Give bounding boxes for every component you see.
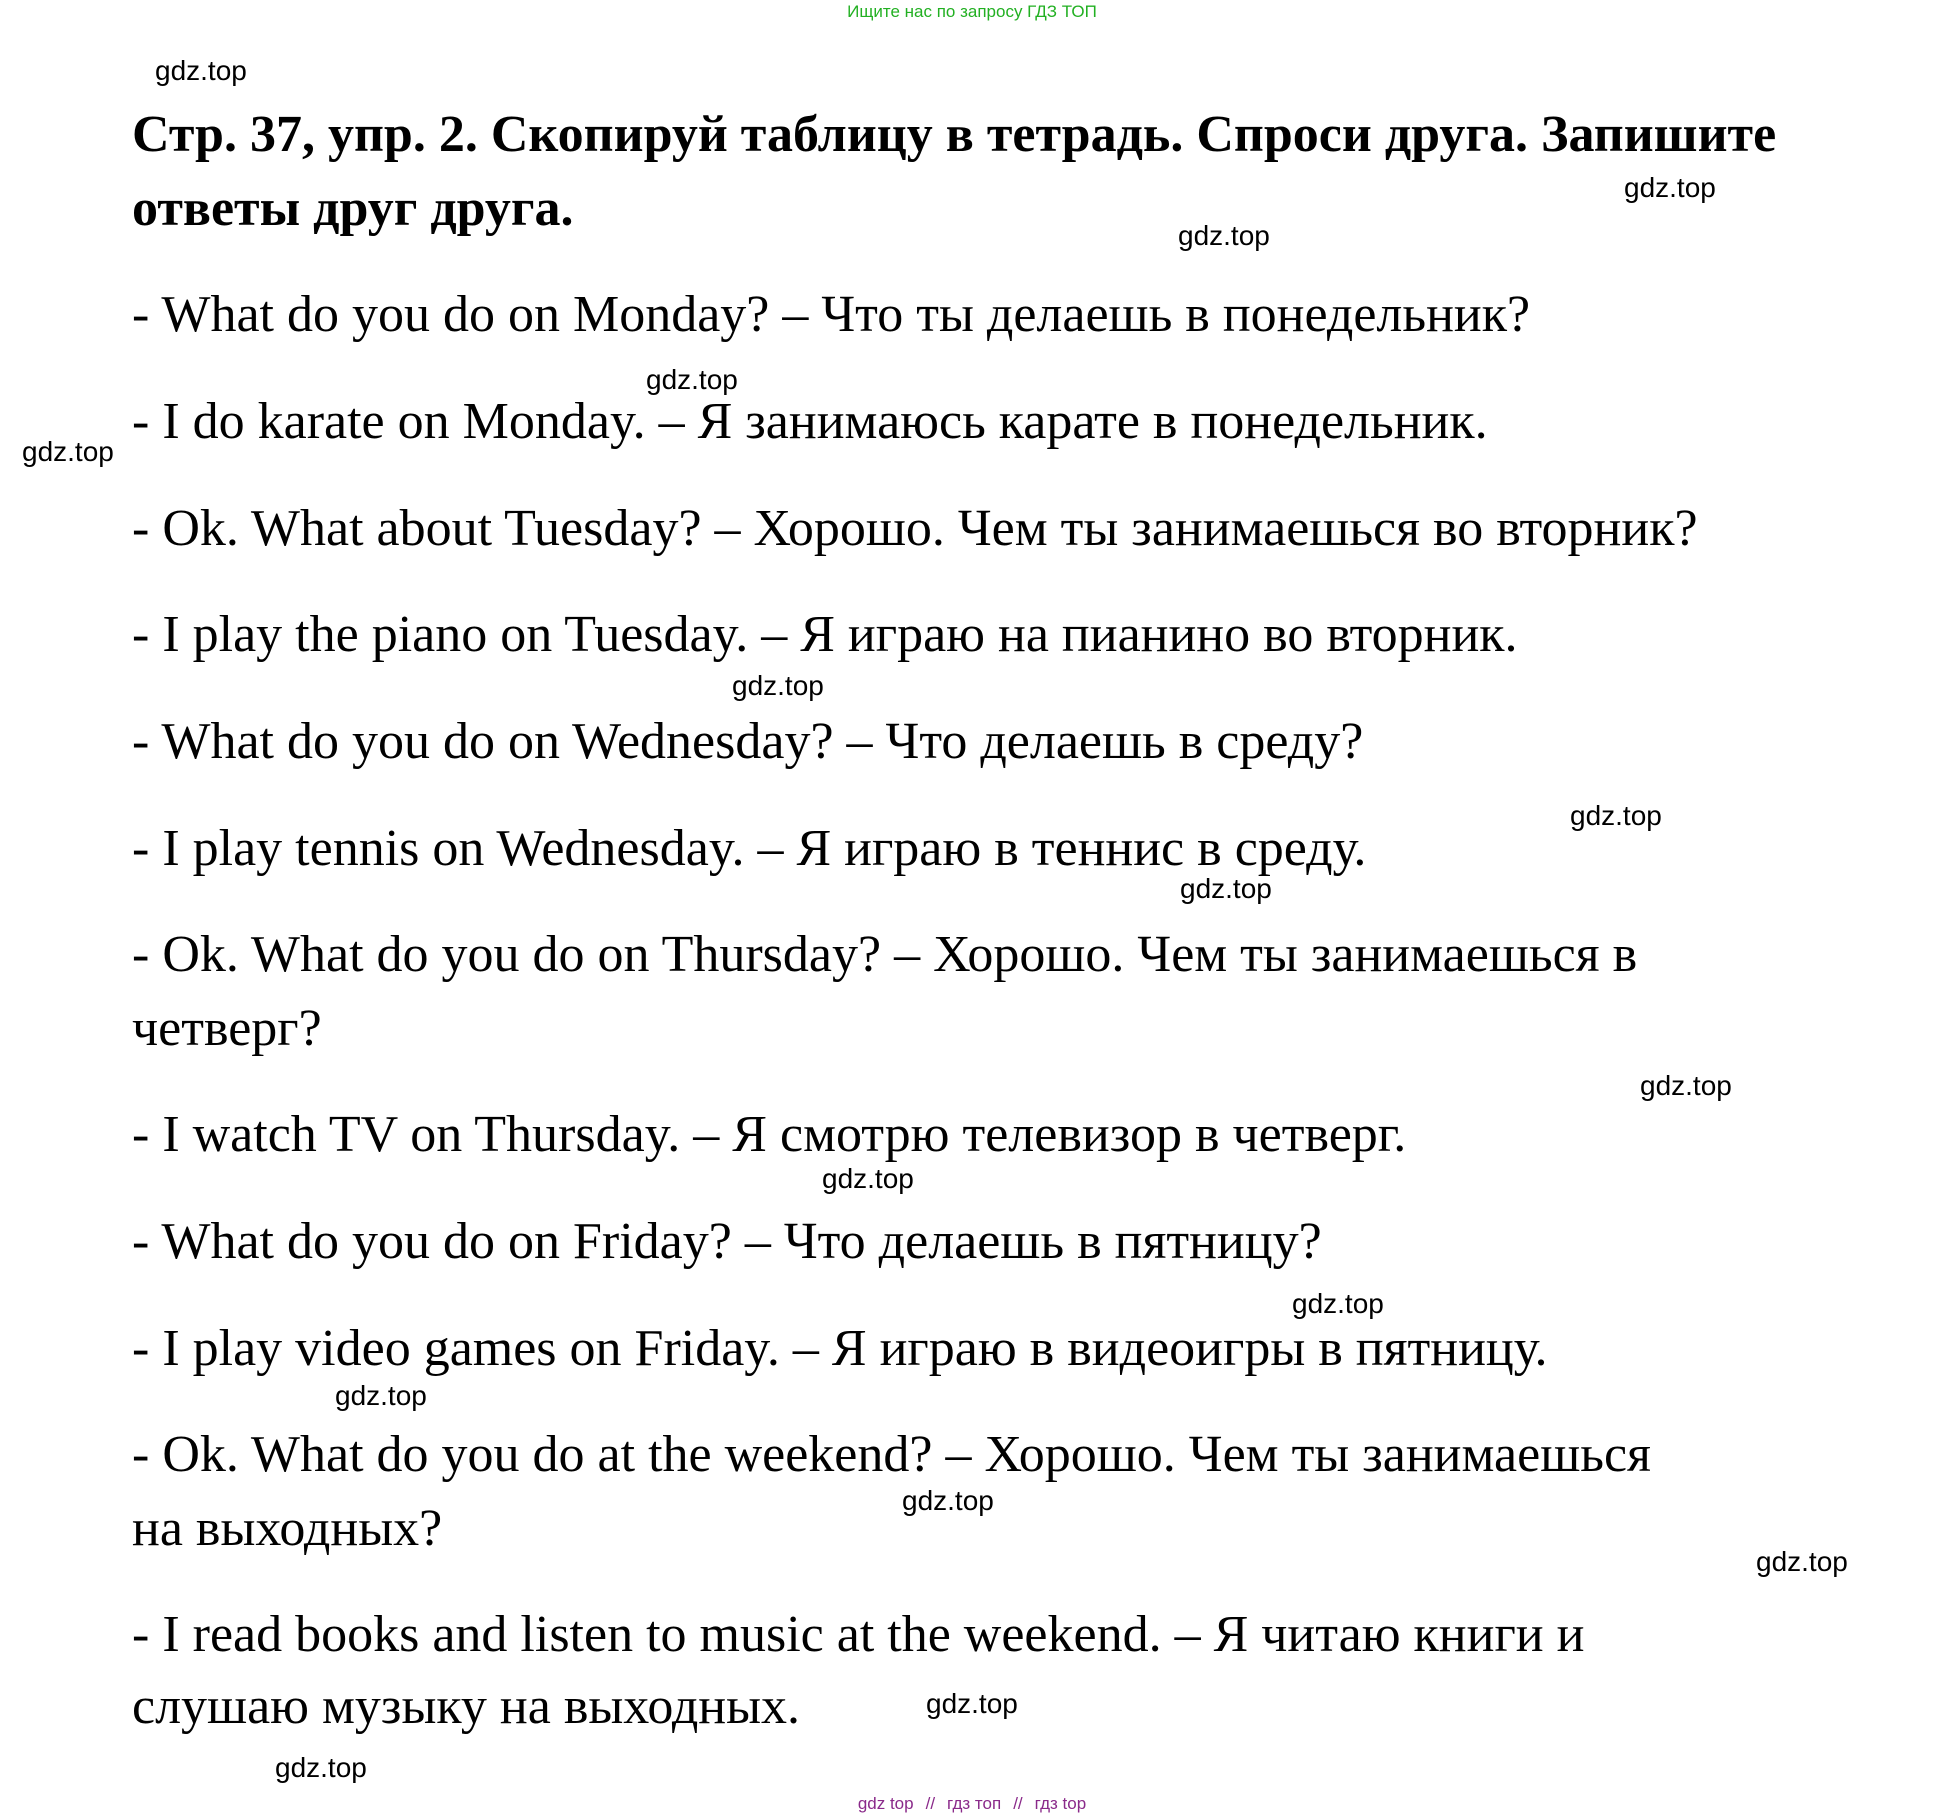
watermark: gdz.top — [1570, 800, 1662, 831]
watermark: gdz.top — [732, 670, 824, 701]
watermark: gdz.top — [155, 55, 247, 86]
watermark: gdz.top — [1640, 1070, 1732, 1101]
footer-separator: // — [1013, 1794, 1023, 1813]
watermark: gdz.top — [335, 1380, 427, 1411]
dialogue-line: - I watch TV on Thursday. – Я смотрю телевизор в четверг. — [132, 1106, 1407, 1163]
watermark: gdz.top — [1292, 1288, 1384, 1319]
watermark: gdz.top — [646, 364, 738, 395]
dialogue-line: - Ok. What do you do at the weekend? – Хорошо. Чем ты занимаешься — [132, 1426, 1651, 1483]
footer-separator: // — [925, 1794, 936, 1813]
dialogue-line: - I play tennis on Wednesday. – Я играю в теннис в среду. — [132, 820, 1367, 877]
watermark: gdz.top — [1178, 220, 1270, 251]
watermark: gdz.top — [822, 1163, 914, 1194]
footer-link[interactable]: гдз top — [1034, 1794, 1087, 1813]
footer — [0, 1794, 1944, 1814]
watermark: gdz.top — [1180, 873, 1272, 904]
dialogue-line: - I read books and listen to music at the weekend. – Я читаю книги и — [132, 1606, 1585, 1663]
watermark: gdz.top — [22, 436, 114, 467]
dialogue-line: - What do you do on Monday? – Что ты делаешь в понедельник? — [132, 286, 1531, 343]
dialogue-line: - Ok. What do you do on Thursday? – Хорошо. Чем ты занимаешься в — [132, 926, 1638, 983]
dialogue-line: - Ok. What about Tuesday? – Хорошо. Чем ты занимаешься во вторник? — [132, 500, 1698, 557]
top-banner: Ищите нас по запросу ГДЗ ТОП — [847, 2, 1097, 21]
dialogue-line: - What do you do on Friday? – Что делаешь в пятницу? — [132, 1213, 1322, 1270]
watermark: gdz.top — [902, 1485, 994, 1516]
dialogue-line: - I do karate on Monday. – Я занимаюсь карате в понедельник. — [132, 393, 1488, 450]
watermark: gdz.top — [926, 1688, 1018, 1719]
footer-link[interactable]: гдз топ — [947, 1794, 1002, 1813]
exercise-title: Стр. 37, упр. 2. Скопируй таблицу в тетрадь. Спроси друга. Запишите ответы друг друга. — [132, 106, 1777, 237]
dialogue-line: слушаю музыку на выходных. — [132, 1678, 801, 1735]
dialogue-line: четверг? — [132, 1000, 322, 1057]
watermark: gdz.top — [1624, 172, 1716, 203]
footer-link[interactable]: gdz top — [857, 1794, 914, 1813]
dialogue-line: - I play video games on Friday. – Я играю в видеоигры в пятницу. — [132, 1320, 1548, 1377]
dialogue-line: на выходных? — [132, 1500, 443, 1557]
watermark: gdz.top — [275, 1752, 367, 1783]
dialogue-line: - I play the piano on Tuesday. – Я играю на пианино во вторник. — [132, 606, 1518, 663]
watermark: gdz.top — [1756, 1546, 1848, 1577]
dialogue-line: - What do you do on Wednesday? – Что делаешь в среду? — [132, 713, 1364, 770]
